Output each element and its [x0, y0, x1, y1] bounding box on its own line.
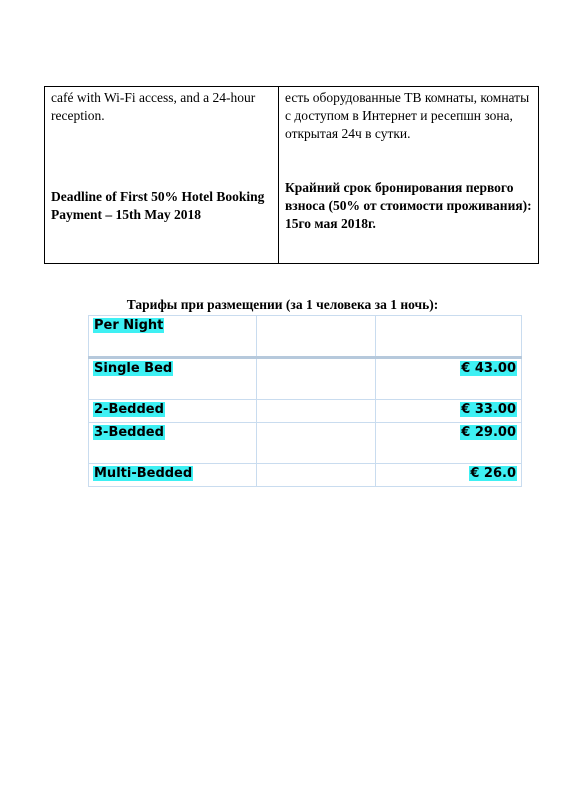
per-night-label: Per Night — [94, 318, 164, 333]
room-price: € 29.00 — [461, 425, 516, 440]
room-type: 3-Bedded — [94, 425, 164, 440]
room-price: € 26.0 — [470, 466, 516, 481]
empty-cell — [257, 316, 376, 358]
room-price: € 43.00 — [461, 361, 516, 376]
room-type: Multi-Bedded — [94, 466, 193, 481]
room-price: € 33.00 — [461, 402, 516, 417]
rates-table — [88, 315, 522, 487]
rate-row-multi-bedded — [89, 464, 522, 487]
rates-heading: Тарифы при размещении (за 1 человека за 1 ночь): — [126, 297, 439, 312]
rates-header-row — [89, 316, 522, 358]
rate-row-2-bedded — [89, 400, 522, 423]
empty-cell — [376, 316, 522, 358]
rate-row-single — [89, 358, 522, 400]
english-hotel-text: café with Wi-Fi access, and a 24-hour reception. — [51, 90, 256, 123]
room-type: Single Bed — [94, 361, 173, 376]
russian-hotel-text: есть оборудованные ТВ комнаты, комнаты с доступом в Интернет и ресепшн зона, открытая 24ч в сутки. — [285, 90, 530, 141]
header-cell — [89, 316, 257, 358]
russian-column — [279, 87, 538, 263]
english-deadline: Deadline of First 50% Hotel Booking Payment – 15th May 2018 — [51, 189, 265, 222]
room-type: 2-Bedded — [94, 402, 164, 417]
hotel-info-table — [44, 86, 539, 264]
english-column — [45, 87, 279, 263]
russian-deadline: Крайний срок бронирования первого взноса (50% от стоимости проживания): 15го мая 2018г. — [285, 180, 532, 231]
rate-row-3-bedded — [89, 423, 522, 464]
